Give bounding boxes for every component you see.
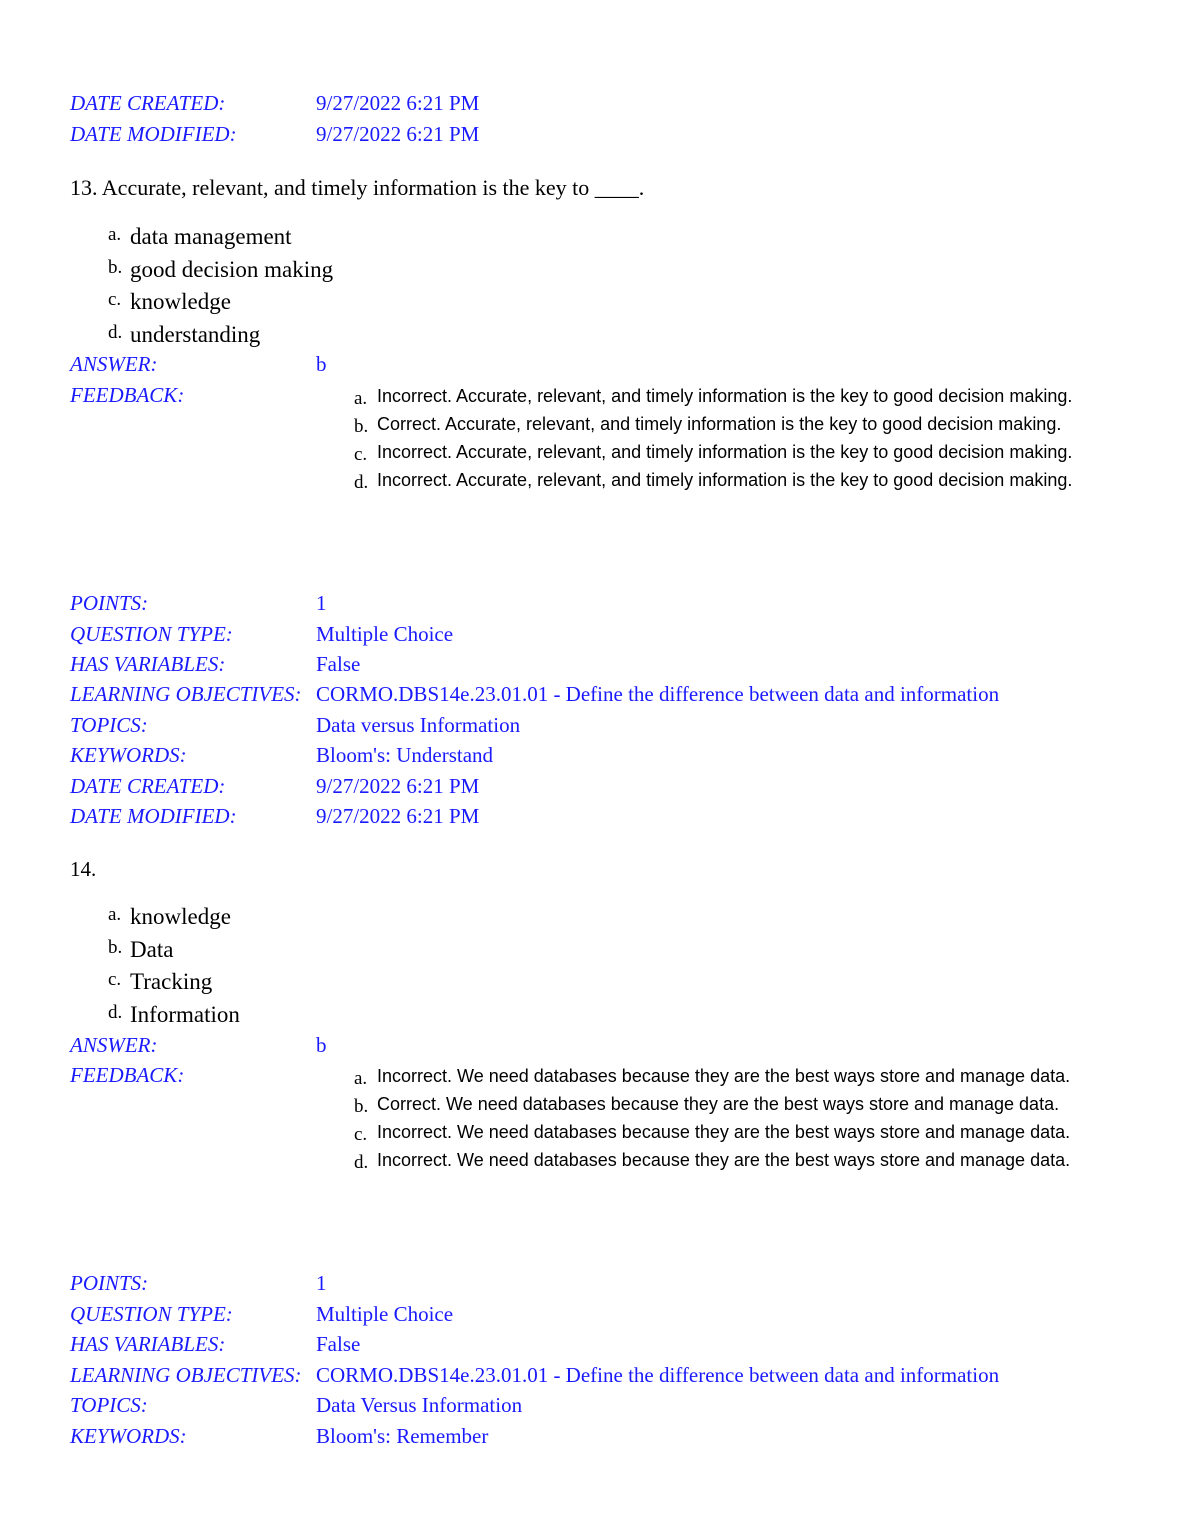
- meta-value: Bloom's: Understand: [316, 743, 494, 767]
- feedback-item: [354, 441, 1074, 463]
- meta-label: TOPICS:: [70, 1393, 148, 1417]
- answer-value: b: [316, 1033, 327, 1057]
- meta-value: 1: [316, 591, 327, 615]
- feedback-letter: b.: [354, 416, 369, 437]
- meta-label: DATE CREATED:: [70, 91, 226, 115]
- q13-feedback-list: [354, 385, 1074, 497]
- q14-meta-topics: [70, 1390, 1130, 1420]
- meta-value: 9/27/2022 6:21 PM: [316, 91, 480, 115]
- meta-label: QUESTION TYPE:: [70, 622, 233, 646]
- feedback-item: [354, 385, 1074, 407]
- meta-row-date-modified: [70, 119, 1130, 149]
- feedback-letter: c.: [354, 444, 368, 465]
- q13-meta-date-modified: [70, 801, 1130, 831]
- q13-choice-b: [108, 254, 333, 287]
- choice-text: Tracking: [130, 969, 213, 994]
- meta-label: DATE MODIFIED:: [70, 122, 237, 146]
- q14-choice-b: [108, 934, 173, 967]
- choice-text: Data: [130, 937, 174, 962]
- feedback-text: Incorrect. We need databases because they are the best ways store and manage data.: [377, 1150, 1071, 1170]
- choice-text: understanding: [130, 322, 261, 347]
- answer-label: ANSWER:: [70, 1033, 158, 1057]
- meta-value: CORMO.DBS14e.23.01.01 - Define the difference between data and information: [316, 1363, 1000, 1387]
- meta-value: 1: [316, 1271, 327, 1295]
- choice-letter: a.: [108, 224, 122, 245]
- meta-label: POINTS:: [70, 591, 149, 615]
- meta-label: QUESTION TYPE:: [70, 1302, 233, 1326]
- meta-label: LEARNING OBJECTIVES:: [70, 1363, 302, 1387]
- feedback-text: Correct. Accurate, relevant, and timely information is the key to good decision making.: [377, 414, 1062, 434]
- q13-answer-row: [70, 349, 1130, 379]
- q13-meta-has-variables: [70, 649, 1130, 679]
- feedback-letter: a.: [354, 388, 368, 409]
- feedback-text: Incorrect. Accurate, relevant, and timely information is the key to good decision making.: [377, 470, 1073, 490]
- meta-value: 9/27/2022 6:21 PM: [316, 122, 480, 146]
- choice-letter: c.: [108, 289, 122, 310]
- choice-text: knowledge: [130, 904, 231, 929]
- q14-answer-row: [70, 1030, 1130, 1060]
- q14-feedback-list: [354, 1065, 1074, 1177]
- feedback-item: [354, 1121, 1074, 1143]
- q13-meta-points: [70, 588, 1130, 618]
- q13-meta-date-created: [70, 771, 1130, 801]
- choice-text: data management: [130, 224, 292, 249]
- feedback-letter: c.: [354, 1124, 368, 1145]
- meta-value: Multiple Choice: [316, 622, 454, 646]
- meta-label: HAS VARIABLES:: [70, 652, 226, 676]
- q14-meta-question-type: [70, 1299, 1130, 1329]
- q13-meta-question-type: [70, 619, 1130, 649]
- q14-meta-keywords: [70, 1421, 1130, 1451]
- q14-meta-points: [70, 1268, 1130, 1298]
- meta-row-date-created: [70, 88, 1130, 118]
- question-13-stem: 13. Accurate, relevant, and timely information is the key to ____.: [70, 175, 645, 200]
- meta-label: TOPICS:: [70, 713, 148, 737]
- choice-text: Information: [130, 1002, 240, 1027]
- q13-feedback-label: FEEDBACK:: [70, 383, 185, 407]
- meta-value: 9/27/2022 6:21 PM: [316, 804, 480, 828]
- feedback-item: [354, 469, 1074, 491]
- q14-meta-learning-objectives: [70, 1360, 1130, 1390]
- q13-choice-d: [108, 319, 260, 352]
- q14-choice-d: [108, 999, 240, 1032]
- choice-letter: d.: [108, 1002, 123, 1023]
- feedback-text: Incorrect. Accurate, relevant, and timely information is the key to good decision making.: [377, 442, 1073, 462]
- feedback-letter: d.: [354, 1152, 369, 1173]
- feedback-text: Incorrect. We need databases because they are the best ways store and manage data.: [377, 1122, 1071, 1142]
- feedback-text: Incorrect. We need databases because they are the best ways store and manage data.: [377, 1066, 1071, 1086]
- meta-value: CORMO.DBS14e.23.01.01 - Define the difference between data and information: [316, 682, 1000, 706]
- choice-text: good decision making: [130, 257, 334, 282]
- meta-value: 9/27/2022 6:21 PM: [316, 774, 480, 798]
- meta-value: Data Versus Information: [316, 1393, 523, 1417]
- meta-label: DATE MODIFIED:: [70, 804, 237, 828]
- q14-feedback-label: FEEDBACK:: [70, 1063, 185, 1087]
- feedback-letter: b.: [354, 1096, 369, 1117]
- meta-label: KEYWORDS:: [70, 1424, 187, 1448]
- q13-meta-learning-objectives: [70, 679, 1130, 709]
- choice-letter: a.: [108, 904, 122, 925]
- q13-meta-keywords: [70, 740, 1130, 770]
- meta-value: Data versus Information: [316, 713, 521, 737]
- feedback-item: [354, 413, 1074, 435]
- feedback-item: [354, 1093, 1074, 1115]
- meta-value: False: [316, 1332, 361, 1356]
- meta-label: DATE CREATED:: [70, 774, 226, 798]
- feedback-item: [354, 1065, 1074, 1087]
- q14-choice-c: [108, 966, 212, 999]
- meta-label: HAS VARIABLES:: [70, 1332, 226, 1356]
- feedback-letter: d.: [354, 472, 369, 493]
- question-14-stem: 14.: [70, 857, 97, 881]
- meta-value: Bloom's: Remember: [316, 1424, 489, 1448]
- meta-label: POINTS:: [70, 1271, 149, 1295]
- choice-text: knowledge: [130, 289, 231, 314]
- feedback-text: Correct. We need databases because they are the best ways store and manage data.: [377, 1094, 1060, 1114]
- meta-label: KEYWORDS:: [70, 743, 187, 767]
- q13-choice-c: [108, 286, 231, 319]
- choice-letter: b.: [108, 257, 123, 278]
- meta-value: Multiple Choice: [316, 1302, 454, 1326]
- answer-label: ANSWER:: [70, 352, 158, 376]
- q13-choice-a: [108, 221, 292, 254]
- feedback-text: Incorrect. Accurate, relevant, and timely information is the key to good decision making.: [377, 386, 1073, 406]
- feedback-letter: a.: [354, 1068, 368, 1089]
- answer-value: b: [316, 352, 327, 376]
- choice-letter: c.: [108, 969, 122, 990]
- q14-choice-a: [108, 901, 231, 934]
- meta-value: False: [316, 652, 361, 676]
- q14-meta-has-variables: [70, 1329, 1130, 1359]
- choice-letter: d.: [108, 322, 123, 343]
- q13-meta-topics: [70, 710, 1130, 740]
- meta-label: LEARNING OBJECTIVES:: [70, 682, 302, 706]
- choice-letter: b.: [108, 937, 123, 958]
- feedback-item: [354, 1149, 1074, 1171]
